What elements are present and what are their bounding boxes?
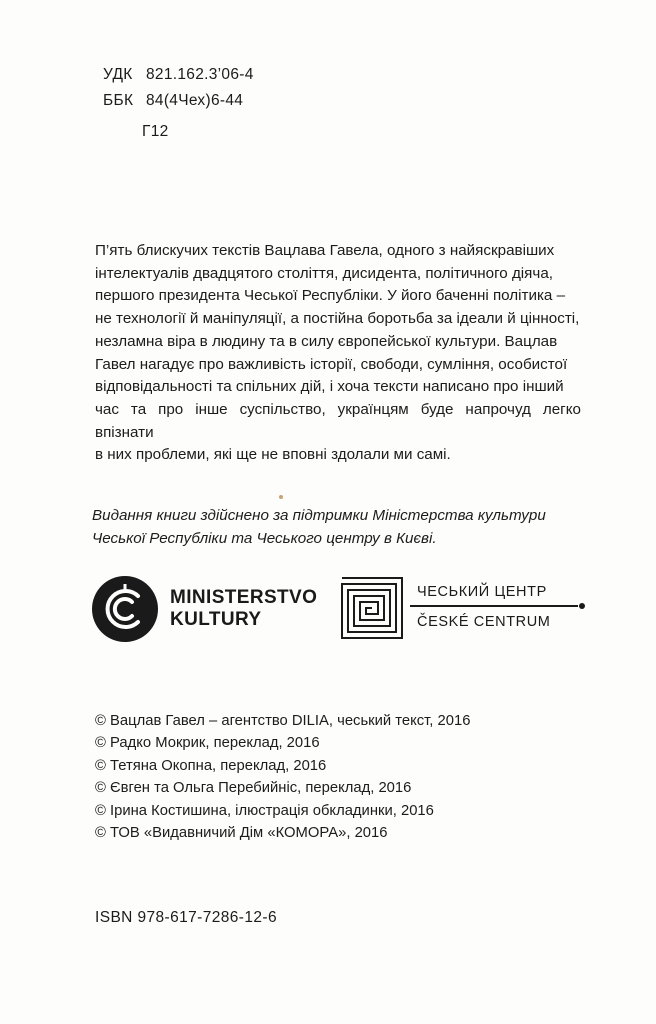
- summary-line: першого президента Чеської Республіки. У його баченні політика –: [95, 287, 566, 305]
- czech-centre-name-uk: ЧЕСЬКИЙ ЦЕНТР: [417, 584, 547, 600]
- czech-centre-spiral-icon: [340, 576, 404, 640]
- support-note-line: Чеської Республіки та Чеського центру в Києві.: [92, 529, 437, 547]
- udk-label: УДК: [103, 66, 133, 83]
- summary-line: час та про інше суспільство, українцям буде напрочуд легко впізнати: [95, 400, 581, 441]
- paper-speck: [279, 495, 283, 499]
- ministry-name: [170, 587, 317, 631]
- summary-line: незламна віра в людину та в силу європейської культури. Вацлав: [95, 332, 558, 350]
- bbk-value: 84(4Чех)6-44: [146, 92, 244, 109]
- bbk-label: ББК: [103, 92, 134, 109]
- summary-line: в них проблеми, які ще не вповні здолали ми самі.: [95, 446, 451, 464]
- ministry-culture-logo: [90, 574, 330, 644]
- copyright-line: © Вацлав Гавел – агентство DILIA, чеський текст, 2016: [95, 713, 471, 729]
- ministry-culture-c-icon: [90, 574, 160, 644]
- bbk-row: [103, 92, 254, 123]
- copyright-block: [95, 710, 470, 844]
- support-note-line: Видання книги здійснено за підтримки Міністерства культури: [92, 507, 546, 524]
- summary-line: інтелектуалів двадцятого століття, дисидента, політичного діяча,: [95, 264, 553, 282]
- author-mark: [103, 123, 254, 141]
- copyright-line: © ТОВ «Видавничий Дім «КОМОРА», 2016: [95, 825, 388, 842]
- copyright-line: © Євген та Ольга Перебийніс, переклад, 2016: [95, 780, 412, 797]
- copyright-line: © Тетяна Окопна, переклад, 2016: [95, 757, 327, 774]
- czech-centre-name-cz: ČESKÉ CENTRUM: [417, 614, 551, 630]
- author-mark-text: Г12: [142, 123, 169, 140]
- copyright-line: © Ірина Костишина, ілюстрація обкладинки, 2016: [95, 802, 434, 819]
- support-note: [92, 505, 592, 550]
- copyright-line: © Радко Мокрик, переклад, 2016: [95, 735, 320, 752]
- ministry-name-line2: KULTURY: [170, 609, 262, 630]
- czech-centre-divider: [410, 605, 578, 607]
- ministry-name-line1: MINISTERSTVO: [170, 587, 318, 608]
- summary-line: П’ять блискучих текстів Вацлава Гавела, одного з найяскравіших: [95, 242, 555, 259]
- summary-line: не технології й маніпуляції, а постійна боротьба за ідеали й цінності,: [95, 310, 580, 328]
- summary-line: Гавел нагадує про важливість історії, свободи, сумління, особистої: [95, 355, 568, 373]
- czech-centre-logo: [340, 574, 590, 644]
- book-summary: [95, 240, 581, 467]
- udk-value: 821.162.3’06-4: [146, 66, 254, 83]
- udk-row: [103, 66, 254, 92]
- summary-line: відповідальності та спільних дій, і хоча тексти написано про інший: [95, 378, 564, 396]
- classification-block: [103, 66, 254, 141]
- isbn: ISBN 978-617-7286-12-6: [95, 909, 277, 926]
- czech-centre-dot: [579, 603, 585, 609]
